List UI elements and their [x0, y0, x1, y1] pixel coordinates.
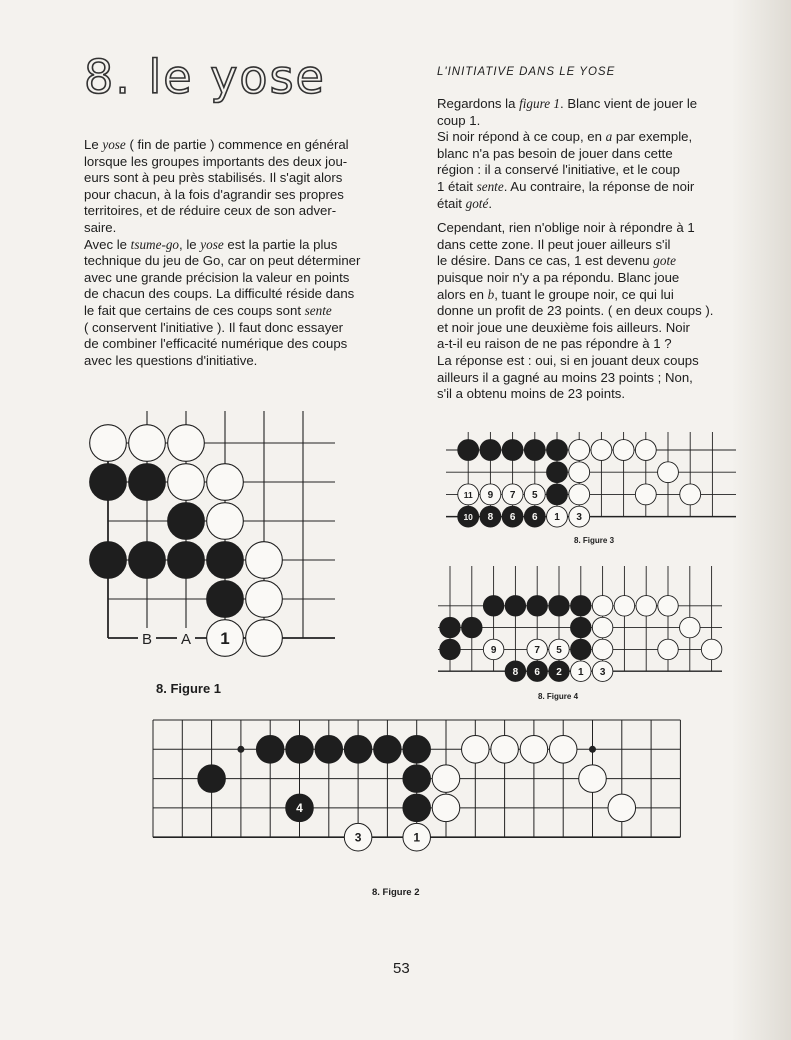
text-line	[84, 303, 402, 320]
black-stone	[547, 462, 568, 483]
white-stone	[592, 661, 612, 681]
text-line	[437, 353, 762, 370]
text-run: , tuant le groupe noir, ce qui lui	[494, 286, 674, 302]
move-number: 5	[532, 490, 538, 501]
black-stone	[502, 440, 523, 461]
white-stone	[168, 464, 205, 501]
white-stone	[549, 639, 569, 659]
italic-term: a	[605, 129, 613, 145]
move-number: 5	[556, 645, 562, 656]
text-run: le fait que certains de ces coups sont	[84, 302, 305, 318]
italic-term: yose	[102, 137, 126, 152]
white-stone	[571, 661, 591, 681]
chapter-title: 8. le yose	[84, 50, 326, 104]
white-stone	[432, 765, 460, 793]
text-line	[84, 137, 402, 154]
white-stone	[592, 617, 612, 637]
text-line	[437, 146, 762, 163]
italic-term: sente	[476, 178, 504, 194]
white-stone	[207, 464, 244, 501]
italic-term: figure 1	[519, 96, 561, 111]
move-number: 7	[534, 645, 540, 656]
black-stone	[527, 661, 547, 681]
white-stone	[547, 506, 568, 527]
text-line	[84, 187, 402, 204]
move-number: 6	[532, 512, 538, 524]
move-number: 8	[512, 666, 519, 678]
white-stone	[246, 542, 283, 579]
move-number: 9	[490, 645, 497, 656]
black-stone	[440, 617, 460, 637]
text-run: . Au contraire, la réponse de noir	[503, 178, 695, 194]
text-line	[437, 320, 762, 337]
text-line	[84, 203, 402, 220]
black-stone	[198, 765, 226, 793]
text-run: alors en	[437, 286, 488, 302]
white-stone	[462, 736, 490, 764]
black-stone	[547, 440, 568, 461]
text-run: coup 1.	[437, 112, 481, 128]
text-run: . Blanc vient de jouer le	[560, 96, 698, 111]
white-stone	[680, 484, 701, 505]
text-run: Avec le	[84, 236, 131, 252]
text-run: est la partie la plus	[223, 236, 338, 252]
text-line	[84, 353, 402, 370]
text-run: ailleurs il a gagné au moins 23 points ; Non,	[437, 369, 693, 385]
black-stone	[403, 794, 431, 822]
text-run: technique du jeu de Go, car on peut déterminer	[84, 253, 361, 269]
black-stone	[344, 736, 372, 764]
figure-3-caption: 8. Figure 3	[574, 536, 615, 545]
text-run: dans cette zone. Il peut jouer ailleurs s'il	[437, 236, 671, 252]
black-stone	[458, 440, 479, 461]
white-stone	[636, 596, 656, 616]
black-stone	[129, 464, 166, 501]
white-stone	[168, 425, 205, 462]
white-stone	[635, 484, 656, 505]
text-run: ( fin de partie ) commence en général	[125, 137, 349, 152]
text-line	[437, 253, 762, 270]
white-stone	[701, 639, 721, 659]
text-line	[84, 154, 402, 171]
white-stone	[569, 484, 590, 505]
move-number: 6	[509, 512, 516, 524]
black-stone	[403, 765, 431, 793]
white-stone	[579, 765, 607, 793]
text-line	[437, 113, 762, 130]
white-stone	[658, 639, 678, 659]
black-stone	[571, 617, 591, 637]
italic-term: yose	[200, 236, 224, 252]
black-stone	[286, 794, 314, 822]
white-stone	[569, 506, 590, 527]
black-stone	[502, 506, 523, 527]
black-stone	[168, 542, 205, 579]
text-run: Si noir répond à ce coup, en	[437, 129, 606, 145]
black-stone	[505, 596, 525, 616]
move-number: 3	[576, 512, 582, 524]
figure-1-caption: 8. Figure 1	[156, 681, 222, 696]
page-number: 53	[393, 960, 410, 977]
move-number: 6	[534, 666, 540, 678]
text-line	[437, 220, 762, 237]
text-run: donne un profit de 23 points. ( en deux coups ).	[437, 303, 714, 319]
text-run: avec les questions d'initiative.	[84, 352, 258, 368]
text-line	[84, 286, 402, 303]
white-stone	[207, 620, 244, 657]
white-stone	[613, 440, 634, 461]
text-line	[437, 129, 762, 146]
black-stone	[256, 736, 284, 764]
text-line	[84, 320, 402, 337]
white-stone	[129, 425, 166, 462]
italic-term: sente	[304, 302, 332, 318]
text-line	[437, 303, 762, 320]
black-stone	[462, 617, 482, 637]
text-run: La réponse est : oui, si en jouant deux coups	[437, 352, 699, 368]
black-stone	[483, 596, 503, 616]
text-run: le désire. Dans ce cas, 1 est devenu	[437, 253, 654, 269]
svg-text:A: A	[180, 631, 192, 648]
text-run: territoires, et de réduire ceux de son adver-	[84, 203, 337, 219]
white-stone	[480, 484, 501, 505]
white-stone	[614, 596, 634, 616]
text-run: de combiner l'efficacité numérique des coups	[84, 336, 348, 352]
figure-2-caption: 8. Figure 2	[372, 887, 420, 898]
point-label	[177, 628, 195, 648]
black-stone	[90, 464, 127, 501]
white-stone	[432, 794, 460, 822]
text-run: de chacun des coups. La difficulté réside dans	[84, 286, 355, 302]
italic-term: b	[487, 286, 495, 302]
text-run: lorsque les groupes importants des deux jou-	[84, 153, 348, 169]
move-number: 1	[413, 830, 421, 845]
black-stone	[549, 596, 569, 616]
black-stone	[480, 506, 501, 527]
italic-term: tsume-go	[130, 236, 180, 252]
white-stone	[591, 440, 612, 461]
black-stone	[207, 581, 244, 618]
text-line	[437, 196, 762, 213]
text-line	[437, 162, 762, 179]
move-number: 1	[578, 666, 584, 678]
move-number: 8	[487, 512, 494, 524]
black-stone	[440, 639, 460, 659]
text-line	[437, 212, 762, 220]
white-stone	[246, 581, 283, 618]
black-stone	[571, 596, 591, 616]
text-line	[437, 336, 762, 353]
white-stone	[520, 736, 548, 764]
black-stone	[505, 661, 525, 681]
text-run: blanc n'a pas besoin de jouer dans cette	[437, 145, 673, 161]
text-line	[84, 270, 402, 287]
white-stone	[344, 823, 372, 851]
text-line	[84, 253, 402, 270]
white-stone	[207, 503, 244, 540]
white-stone	[403, 823, 431, 851]
move-number: 9	[487, 490, 494, 501]
text-run: Le	[84, 137, 103, 152]
move-number: 10	[463, 512, 473, 523]
text-line	[437, 386, 762, 403]
text-run: par exemple,	[612, 129, 693, 145]
text-run: eurs sont à peu près stabilisés. Il s'agit alors	[84, 170, 343, 186]
text-run: s'il a obtenu moins de 23 points.	[437, 386, 625, 402]
text-run: .	[488, 195, 492, 211]
initiative-text	[437, 96, 762, 403]
move-number: 7	[509, 490, 516, 501]
black-stone	[374, 736, 402, 764]
move-number: 4	[296, 801, 303, 816]
italic-term: gote	[653, 253, 676, 269]
go-diagram-figure-2	[150, 718, 690, 888]
text-run: Cependant, rien n'oblige noir à répondre à 1	[437, 220, 695, 236]
text-run: et noir joue une deuxième fois ailleurs. Noir	[437, 319, 690, 335]
text-run: ( conservent l'initiative ). Il faut donc essayer	[84, 319, 344, 335]
text-line	[437, 179, 762, 196]
point-label	[138, 628, 156, 648]
text-run: pour chacun, à la fois d'agrandir ses propres	[84, 186, 344, 202]
black-stone	[527, 596, 547, 616]
white-stone	[569, 440, 590, 461]
star-point	[589, 746, 596, 753]
white-stone	[549, 736, 577, 764]
text-line	[437, 370, 762, 387]
text-line	[437, 96, 762, 113]
white-stone	[658, 596, 678, 616]
text-run: était	[437, 195, 466, 211]
white-stone	[458, 484, 479, 505]
white-stone	[483, 639, 503, 659]
text-run: , le	[179, 236, 201, 252]
black-stone	[286, 736, 314, 764]
black-stone	[458, 506, 479, 527]
text-run: a-t-il eu raison de ne pas répondre à 1 ?	[437, 336, 672, 352]
black-stone	[168, 503, 205, 540]
move-number: 3	[354, 830, 362, 845]
move-number: 1	[220, 629, 230, 649]
go-diagram-figure-4	[438, 566, 738, 696]
white-stone	[608, 794, 636, 822]
text-run: Regardons la	[437, 96, 520, 111]
text-run: puisque noir n'y a pa répondu. Blanc joue	[437, 269, 680, 285]
text-line	[84, 170, 402, 187]
text-line	[437, 237, 762, 254]
black-stone	[524, 440, 545, 461]
black-stone	[90, 542, 127, 579]
black-stone	[549, 661, 569, 681]
white-stone	[524, 484, 545, 505]
move-number: 11	[463, 490, 473, 500]
figure-4-caption: 8. Figure 4	[538, 692, 579, 701]
text-line	[84, 220, 402, 237]
white-stone	[680, 617, 700, 637]
white-stone	[527, 639, 547, 659]
move-number: 3	[599, 666, 606, 678]
black-stone	[524, 506, 545, 527]
text-line	[84, 237, 402, 254]
white-stone	[635, 440, 656, 461]
go-diagram-figure-1	[88, 425, 348, 665]
star-point	[237, 746, 244, 753]
text-run: saire.	[84, 219, 117, 235]
white-stone	[491, 736, 519, 764]
text-run: 1 était	[437, 178, 477, 194]
text-run: région : il a conservé l'initiative, et le coup	[437, 162, 680, 178]
black-stone	[129, 542, 166, 579]
black-stone	[480, 440, 501, 461]
text-line	[437, 270, 762, 287]
italic-term: goté	[465, 195, 489, 211]
intro-text	[84, 137, 402, 369]
text-line	[84, 336, 402, 353]
move-number: 1	[554, 512, 560, 524]
black-stone	[207, 542, 244, 579]
black-stone	[571, 639, 591, 659]
white-stone	[502, 484, 523, 505]
white-stone	[592, 596, 612, 616]
section-heading: L'INITIATIVE DANS LE YOSE	[437, 66, 616, 78]
white-stone	[246, 620, 283, 657]
text-run: avec une grande précision la valeur en points	[84, 269, 350, 285]
white-stone	[658, 462, 679, 483]
black-stone	[315, 736, 343, 764]
white-stone	[592, 639, 612, 659]
go-diagram-figure-3	[446, 432, 746, 532]
white-stone	[569, 462, 590, 483]
black-stone	[547, 484, 568, 505]
move-number: 2	[556, 666, 562, 678]
white-stone	[90, 425, 127, 462]
svg-text:B: B	[141, 631, 153, 648]
text-line	[437, 287, 762, 304]
black-stone	[403, 736, 431, 764]
